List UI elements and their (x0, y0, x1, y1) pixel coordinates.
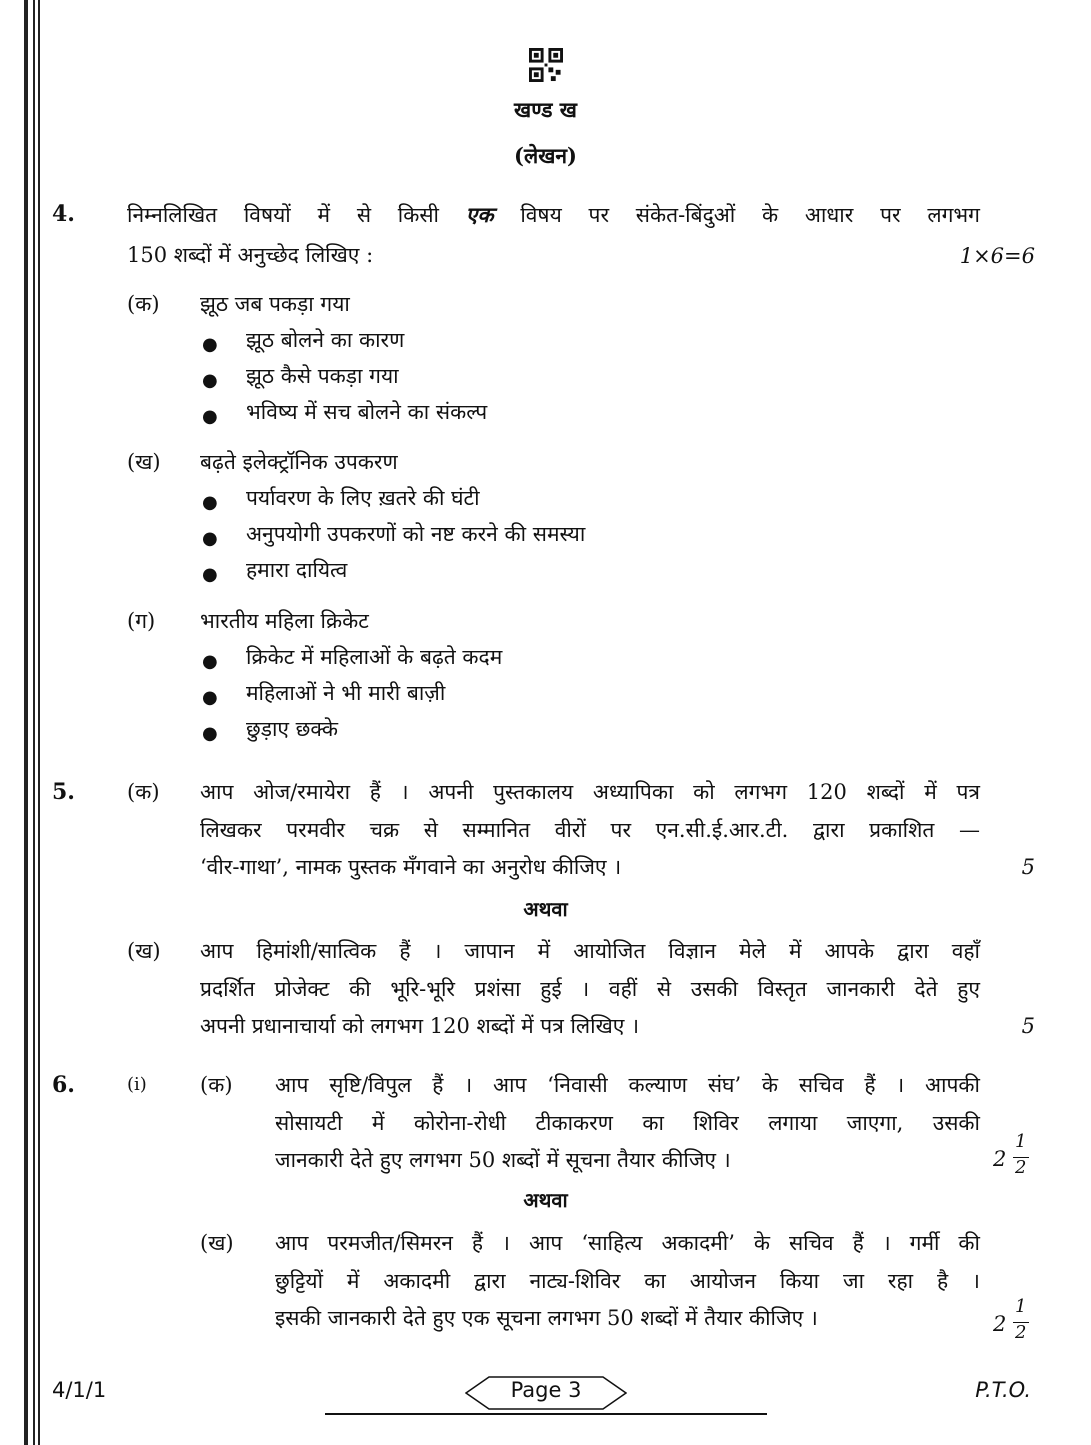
bullet-icon: ● (202, 334, 218, 355)
marks: 5 (1021, 1014, 1035, 1038)
section-title: खण्ड ख (514, 97, 577, 122)
option-label: (क) (127, 292, 160, 316)
question-text: 150 शब्दों में अनुच्छेद लिखिए : (127, 243, 374, 267)
section-subtitle: (लेखन) (514, 143, 577, 168)
or-divider: अथवा (523, 897, 568, 921)
topic-title: झूठ जब पकड़ा गया (200, 292, 350, 316)
marks-denominator: 2 (1015, 1157, 1027, 1178)
topic-point: हमारा दायित्व (246, 558, 348, 582)
marks-fraction (993, 1131, 1027, 1178)
marks-numerator: 1 (1015, 1296, 1027, 1317)
margin-bar (38, 0, 40, 1445)
marks-whole: 2 (993, 1312, 1007, 1336)
paper-code: 4/1/1 (52, 1378, 107, 1402)
option-label: (ख) (127, 939, 161, 963)
marks-numerator: 1 (1015, 1131, 1027, 1152)
topic-point: झूठ बोलने का कारण (246, 328, 405, 352)
question-text (127, 197, 980, 233)
question-number: 4. (52, 201, 75, 227)
bullet-icon: ● (202, 528, 218, 549)
sub-question-label: (i) (127, 1074, 147, 1095)
topic-point: महिलाओं ने भी मारी बाज़ी (246, 681, 446, 705)
bullet-icon: ● (202, 370, 218, 391)
question-text: सोसायटी में कोरोना-रोधी टीकाकरण का शिविर लगाया जाएगा, उसकी (275, 1111, 980, 1135)
marks-fraction (993, 1296, 1027, 1343)
footer-rule (325, 1413, 767, 1415)
topic-title: बढ़ते इलेक्ट्रॉनिक उपकरण (200, 450, 398, 474)
bullet-icon: ● (202, 723, 218, 744)
topic-point: अनुपयोगी उपकरणों को नष्ट करने की समस्या (246, 522, 586, 546)
topic-point: झूठ कैसे पकड़ा गया (246, 364, 399, 388)
topic-point: क्रिकेट में महिलाओं के बढ़ते कदम (246, 645, 503, 669)
option-label: (ख) (127, 450, 161, 474)
question-text: आप ओज/रमायेरा हैं । अपनी पुस्तकालय अध्यापिका को लगभग 120 शब्दों में पत्र (200, 780, 980, 804)
option-label: (ख) (200, 1231, 234, 1255)
question-text-part: निम्नलिखित विषयों में से किसी (127, 203, 439, 227)
question-text: आप हिमांशी/सात्विक हैं । जापान में आयोजित विज्ञान मेले में आपके द्वारा वहाँ (200, 939, 980, 963)
question-number: 6. (52, 1072, 75, 1098)
topic-point: पर्यावरण के लिए ख़तरे की घंटी (246, 486, 480, 510)
question-text-part: विषय पर संकेत-बिंदुओं के आधार पर लगभग (520, 203, 980, 227)
pto-label: P.T.O. (975, 1378, 1031, 1402)
marks-denominator: 2 (1015, 1322, 1027, 1343)
marks: 5 (1021, 855, 1035, 879)
page-number: Page 3 (510, 1378, 582, 1402)
option-label: (क) (200, 1073, 233, 1097)
question-text: इसकी जानकारी देते हुए एक सूचना लगभग 50 शब्दों में तैयार कीजिए । (275, 1306, 818, 1330)
option-label: (ग) (127, 609, 156, 633)
bullet-icon: ● (202, 406, 218, 427)
or-divider: अथवा (523, 1188, 568, 1212)
topic-title: भारतीय महिला क्रिकेट (200, 609, 369, 633)
topic-point: छुड़ाए छक्के (246, 717, 338, 741)
option-label: (क) (127, 780, 160, 804)
question-text: ‘वीर-गाथा’, नामक पुस्तक मँगवाने का अनुरोध कीजिए । (200, 855, 622, 879)
question-text: जानकारी देते हुए लगभग 50 शब्दों में सूचना तैयार कीजिए । (275, 1148, 731, 1172)
topic-point: भविष्य में सच बोलने का संकल्प (246, 400, 488, 424)
emphasis-text: एक (465, 202, 494, 227)
bullet-icon: ● (202, 687, 218, 708)
margin-bar (24, 0, 28, 1445)
question-text: छुट्टियों में अकादमी द्वारा नाट्य-शिविर का आयोजन किया जा रहा है । (275, 1269, 980, 1293)
question-text: लिखकर परमवीर चक्र से सम्मानित वीरों पर एन.सी.ई.आर.टी. द्वारा प्रकाशित — (200, 818, 980, 842)
marks: 1×6=6 (959, 244, 1035, 268)
question-text: आप परमजीत/सिमरन हैं । आप ‘साहित्य अकादमी’ के सचिव हैं । गर्मी की (275, 1231, 980, 1255)
bullet-icon: ● (202, 492, 218, 513)
bullet-icon: ● (202, 651, 218, 672)
qr-code-icon (529, 48, 563, 82)
bullet-icon: ● (202, 564, 218, 585)
question-number: 5. (52, 779, 75, 805)
margin-bar (33, 0, 35, 1445)
question-text: अपनी प्रधानाचार्या को लगभग 120 शब्दों में पत्र लिखिए । (200, 1014, 640, 1038)
question-text: आप सृष्टि/विपुल हैं । आप ‘निवासी कल्याण संघ’ के सचिव हैं । आपकी (275, 1073, 980, 1097)
marks-whole: 2 (993, 1147, 1007, 1171)
question-text: प्रदर्शित प्रोजेक्ट की भूरि-भूरि प्रशंसा हुई । वहीं से उसकी विस्तृत जानकारी देते हुए (200, 977, 980, 1001)
